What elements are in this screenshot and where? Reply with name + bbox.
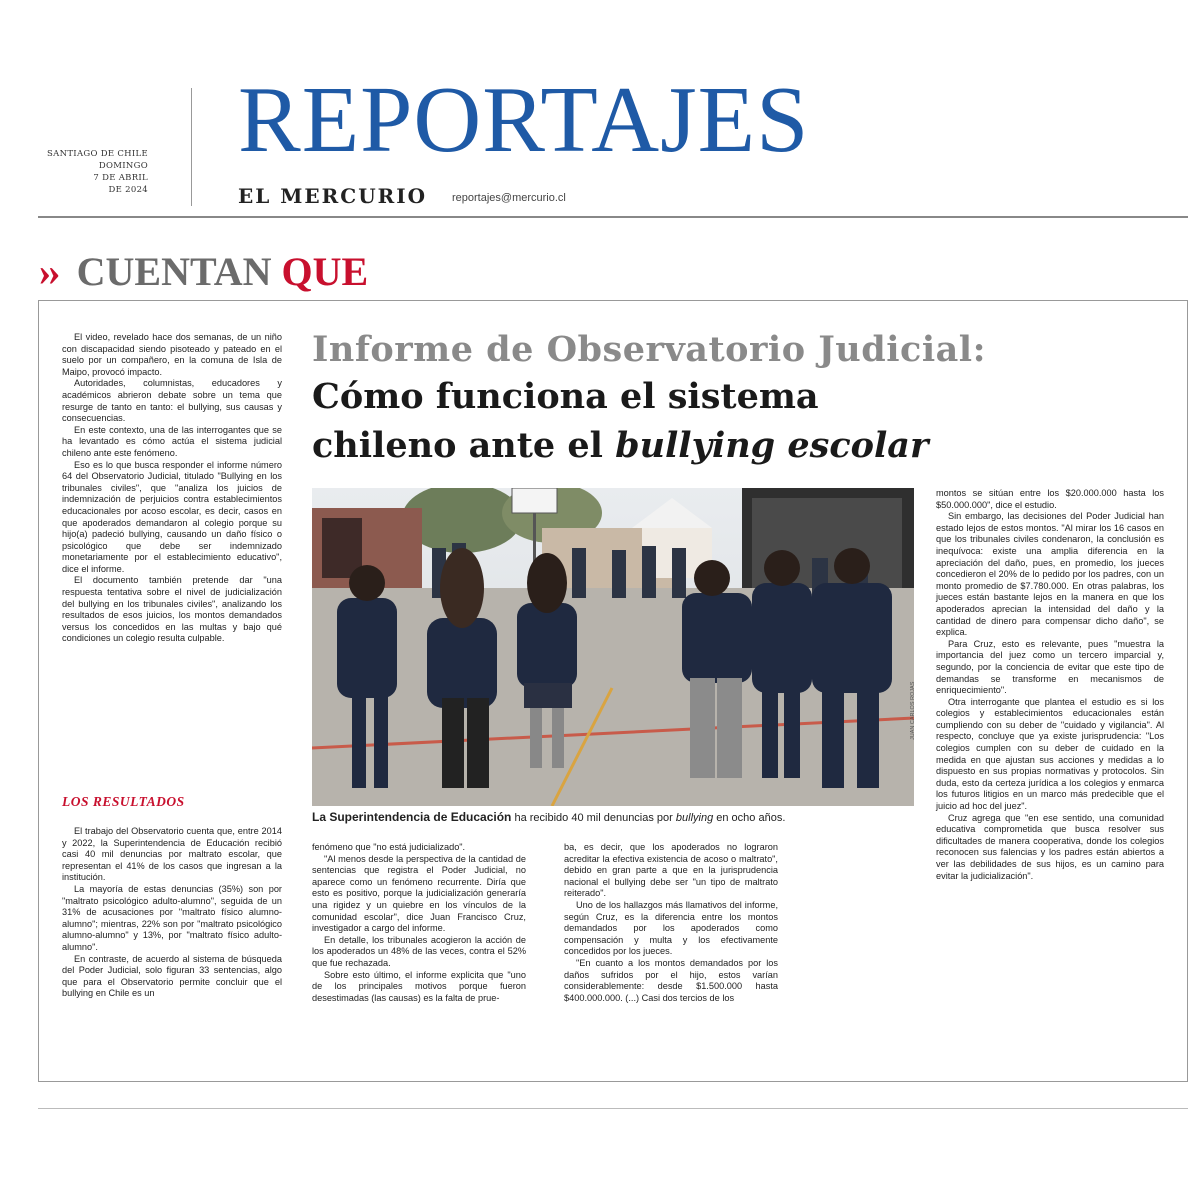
kicker-word-1: CUENTAN: [76, 249, 272, 294]
schoolyard-photo-illustration: [312, 488, 914, 806]
paragraph: El video, revelado hace dos semanas, de un niño con discapacidad siendo pisoteado y pateado en el suelo por un compañero, en la comuna de Isla de Maipo, provocó impacto.: [62, 332, 282, 377]
article-column-1: [62, 332, 282, 645]
headline-main: [312, 372, 932, 470]
article-column-1-continued: [62, 826, 282, 1000]
caption-text: ha recibido 40 mil denuncias por: [514, 812, 673, 824]
kicker: [38, 248, 368, 296]
dateline-city: SANTIAGO DE CHILE: [47, 149, 148, 159]
paragraph: El documento también pretende dar "una respuesta tentativa sobre el nivel de judicialización del bullying en los tribunales civiles", analizando los resultados de esos juicios, los montos demandados versus los concedidos en las multas y bajo qué condiciones un colegio resulta culpable.: [62, 575, 282, 644]
photo-credit: JUAN CARLOS ROJAS: [910, 681, 916, 740]
double-chevron-icon: ››: [38, 249, 57, 294]
paragraph: Sin embargo, las decisiones del Poder Judicial han estado lejos de estos montos. "Al mirar los 16 casos en que los tribunales civiles condenaron, la conclusión es inequívoca: existe una amplia diferencia en la apreciación del daño, pues, en promedio, los jueces concedieron el 20% de lo pedido por los padres, con un monto promedio de $7.780.000. En otras palabras, los jueces están bastante lejos en la manera en que los apoderados aprecian la intensidad del daño y la cantidad de dinero para compensar dicho daño", se explica.: [936, 511, 1164, 638]
caption-text-end: en ocho años.: [716, 812, 786, 824]
dateline: [38, 148, 148, 196]
dateline-day: DOMINGO: [98, 161, 148, 171]
paragraph: Sobre esto último, el informe explicita que "uno de los principales motivos porque fueron desestimadas (las causas) es la falta de prue-: [312, 969, 526, 1003]
article-column-3: [312, 842, 526, 1004]
headline-main-text: Cómo funciona el sistema chileno ante el: [312, 376, 819, 466]
paragraph: En este contexto, una de las interrogantes que se ha levantado es cómo actúa el sistema judicial chileno ante este fenómeno.: [62, 424, 282, 458]
paragraph: "En cuanto a los montos demandados por los daños sufridos por el hijo, estos varían considerablemente: desde $1.500.000 hasta $400.000.000. (...) Casi dos tercios de los: [564, 957, 778, 1003]
paragraph: Uno de los hallazgos más llamativos del informe, según Cruz, es la diferencia entre los montos demandados por los apoderados como compensación y multa y los efectivamente concedidos por los jueces.: [564, 899, 778, 957]
header-divider: [191, 88, 192, 206]
article-column-5: [936, 488, 1164, 882]
paragraph: Autoridades, columnistas, educadores y académicos abrieron debate sobre un tema que resurge de tanto en tanto: el bullying, sus causas y consecuencias.: [62, 378, 282, 424]
photo-caption: [312, 810, 932, 825]
section-title: REPORTAJES: [238, 68, 810, 172]
article-column-4: [564, 842, 778, 1004]
paragraph: El trabajo del Observatorio cuenta que, entre 2014 y 2022, la Superintendencia de Educación recibió casi 40 mil denuncias por maltrato escolar, que representan el 41% de los casos que ingresan a la institución.: [62, 826, 282, 883]
dateline-year: DE 2024: [108, 185, 148, 195]
paragraph: fenómeno que "no está judicializado".: [312, 842, 466, 852]
header-rule: [38, 216, 1188, 218]
headline-main-italic: bullying escolar: [615, 425, 929, 466]
section-email: reportajes@mercurio.cl: [452, 192, 566, 204]
paragraph: Eso es lo que busca responder el informe número 64 del Observatorio Judicial, titulado "Bullying en los tribunales civiles", que "analiza los juicios de indemnización de perjuicios contra establecimientos educacionales por acoso escolar, es decir, casos en que apoderados demandaron al colegio porque su hijo(a) padeció bullying, causando un daño físico o psicológico que debe ser indemnizado monetariamente por el establecimiento educativo", dice el informe.: [62, 459, 282, 574]
dateline-date: 7 DE ABRIL: [93, 173, 148, 183]
paragraph: montos se sitúan entre los $20.000.000 hasta los $50.000.000", dice el estudio.: [936, 488, 1164, 510]
paragraph: Cruz agrega que "en ese sentido, una comunidad educativa comprometida que busca resolver sus dificultades de manera cooperativa, donde los colegios reconocen sus falencias y los padres están abiertos a ver las debilidades de sus hijos, es un camino para evitar la judicialización".: [936, 812, 1164, 881]
page-bottom-rule: [38, 1108, 1188, 1109]
article-photo: [312, 488, 914, 806]
caption-bold: La Superintendencia de Educación: [312, 810, 512, 824]
paragraph: En detalle, los tribunales acogieron la acción de los apoderados un 48% de las veces, contra el 52% que fue rechazada.: [312, 934, 526, 968]
subhead-results: LOS RESULTADOS: [62, 794, 185, 809]
paragraph: "Al menos desde la perspectiva de la cantidad de sentencias que registra el Poder Judicial, no aparece como un fenómeno recurrente. Diría que esto es positivo, porque la judicialización generaría una rigidez y un quiebre en los vínculos de la comunidad escolar", dice Juan Francisco Cruz, investigador a cargo del informe.: [312, 853, 526, 934]
paragraph: Para Cruz, esto es relevante, pues "muestra la importancia del juez como un tercero imparcial y, segundo, por la conciencia de evitar que este tipo de demandas se transforme en mecanismos de enriquecimiento".: [936, 638, 1164, 696]
newspaper-name: EL MERCURIO: [238, 184, 428, 208]
caption-italic: bullying: [675, 812, 714, 824]
paragraph: Otra interrogante que plantea el estudio es si los colegios y establecimientos educacionales están cumpliendo con su deber de "cuidado y vigilancia". Al respecto, concluye que ya existe jurisprudencia: "Los colegios cumplen con su deber de cuidado en la medida en que ajustan sus acciones y medidas a lo dispuesto en sus propias normativas y protocolos. Sin duda, esto da certeza jurídica a los colegios y enmarca los futuros litigios en un marco más predecible que el juicio ad hoc del juez".: [936, 696, 1164, 812]
kicker-word-2: QUE: [281, 249, 369, 294]
paragraph: ba, es decir, que los apoderados no lograron acreditar la efectiva existencia de acoso o maltrato", debido en gran parte a que en la jurisprudencia nacional el bullying debe ser "un tipo de maltrato reiterado".: [564, 842, 778, 899]
headline-prefix: Informe de Observatorio Judicial:: [312, 329, 987, 370]
paragraph: En contraste, de acuerdo al sistema de búsqueda del Poder Judicial, solo figuran 33 sentencias, algo que para el Observatorio permite concluir que el bullying en Chile es un: [62, 953, 282, 999]
paragraph: La mayoría de estas denuncias (35%) son por "maltrato psicológico adulto-alumno", seguida de un 31% de acusaciones por "maltrato físico alumno-alumno"; mientras, 22% son por "maltrato psicológico alumno-alumno" y 13%, por "maltrato físico adulto-alumno".: [62, 883, 282, 952]
